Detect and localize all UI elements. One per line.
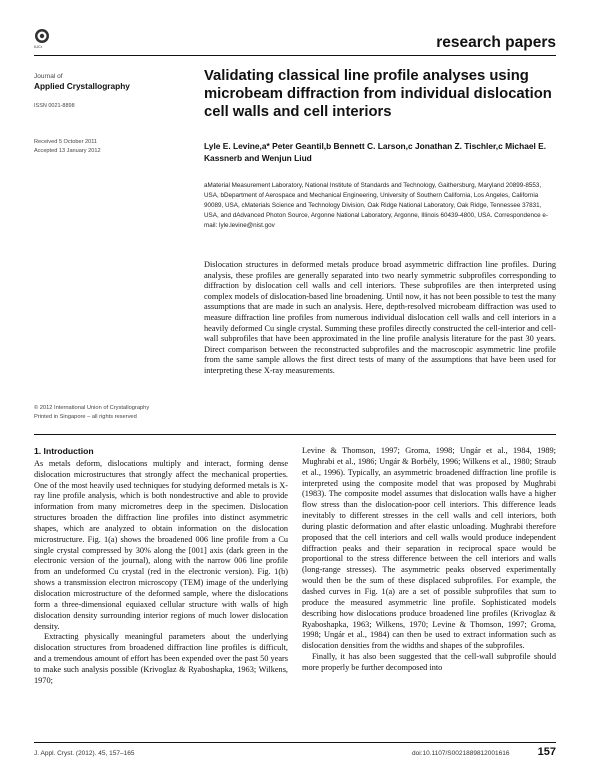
iucr-logo-icon (34, 28, 50, 44)
copyright-line: © 2012 International Union of Crystallography (34, 405, 150, 411)
printed-in-line: Printed in Singapore – all rights reserved (34, 413, 137, 420)
logo-caption: IUCr (34, 44, 43, 49)
page-number: 157 (537, 746, 556, 758)
paragraph: As metals deform, dislocations multiply and interact, forming dense dislocation microstructures that strongly affect the mechanical properties. One of the most heavily used techniques for studying deformed metals is X-ray line profile analysis, which is both nondestructive and able to provide information from many micrometres deep in the specimen. Dislocation structures broaden the diffraction line profiles into distinct asymmetric shapes, which are analyzed to obtain information on the dislocation microstructure. Fig. 1(a) shows the broadened 006 line profile from a Cu single crystal compressed by 30% along the [001] axis (dark green in the electronic version of the journal), along with the narrow 006 line profile from an undeformed Cu crystal (red in the electronic version). Fig. 1(b) shows a transmission electron microscopy (TEM) image of the underlying dislocation microstructure of the deformed sample, where the dislocations form a three-dimensional equiaxed cellular structure with walls of high dislocation density surrounding interior regions of much lower dislocation density. (34, 458, 288, 631)
doi: doi:10.1107/S0021889812001616 (412, 750, 510, 757)
footer-rule (34, 742, 556, 743)
abstract: Dislocation structures in deformed metals produce broad asymmetric diffraction line profiles. During analysis, these profiles are generally separated into two nearly symmetric subprofiles corresponding to diffraction by dislocation cell walls and cell interiors. These subprofiles are then interpreted using complex models of dislocation-based line broadening. Until now, it has not been possible to test the many assumptions that are made in such an analysis. Here, depth-resolved microbeam diffraction was used to measure diffraction line profiles from numerous individual dislocation cell walls and cell interiors in a heavily deformed Cu single crystal. Summing these profiles directly constructed the cell-interior and cell-wall subprofiles that have been approximated in the line profile analysis literature for the past 30 years. Direct comparison between the reconstructed subprofiles and the macroscopic asymmetric line profile from the same sample allows the first direct tests of many of the assumptions that have been used for interpreting these X-ray measurements. (204, 260, 556, 375)
journal-citation: J. Appl. Cryst. (2012). 45, 157–165 (34, 750, 135, 757)
affiliations: aMaterial Measurement Laboratory, National Institute of Standards and Technology, Gaithersburg, Maryland 20899-8553, USA, bDepartment of Aerospace and Mechanical Engineering, University of Southern California, Los Angeles, California 90089, USA, cMaterials Science and Technology Division, Oak Ridge National Laboratory, Oak Ridge, Tennessee 37831, USA, and dAdvanced Photon Source, Argonne National Laboratory, Argonne, Illinois 60439-4800, USA. Correspondence e-mail: lyle.levine@nist.gov (204, 182, 548, 229)
header-rule (34, 55, 556, 56)
left-column (34, 446, 288, 687)
accepted-date: Accepted 13 January 2012 (34, 147, 101, 154)
copyright-notice (34, 404, 149, 421)
issn: ISSN 0021-8898 (34, 103, 75, 109)
section-heading-introduction: 1. Introduction (34, 446, 94, 456)
received-date: Received 5 October 2011 (34, 139, 98, 145)
abstract-rule (34, 434, 556, 435)
paragraph: Levine & Thomson, 1997; Groma, 1998; Ungár et al., 1984, 1989; Mughrabi et al., 1986; Ungár & Borbély, 1996; Wilkens et al., 1980; Straub et al., 1996). Typically, an asymmetric broadened diffraction line profile is interpreted using the composite model that was proposed by Mughrabi (1983). The composite model assumes that dislocation walls have a higher flow stress than the dislocation-poor cell interiors. This difference leads inevitably to different stresses in the cell walls and cell interiors, both during plastic deformation and after elastic unloading. Mughrabi therefore proposed that the cell interiors and cell walls would produce independent diffraction peaks and their separation in reciprocal space would be proportional to the stress difference between the cell interiors and walls (long-range stresses). The asymmetric peaks observed experimentally would then be the sum of these displaced subprofiles. For example, the dashed curves in Fig. 1(a) are a set of possible subprofiles that sum to produce the measured asymmetric line profile. Sophisticated models describing how dislocations produce broadened line profiles (Krivoglaz & Ryaboshapka, 1963; Wilkens, 1970; Levine & Thomson, 1997; Groma, 1998; Ungár et al., 1984) can then be used to extract information such as dislocation densities from the widths and shapes of the subprofiles. (302, 446, 556, 651)
paragraph: Extracting physically meaningful parameters about the underlying dislocation structures from broadened diffraction line profiles is difficult, and a tremendous amount of effort has been expended over the past 50 years to make such analysis possible (Krivoglaz & Ryaboshapka, 1963; Wilkens, 1970; (34, 632, 288, 685)
right-column (302, 446, 556, 674)
journal-label: Journal of (34, 73, 63, 80)
section-heading: research papers (436, 34, 556, 51)
paragraph: Finally, it has also been suggested that the cell-wall subprofile should more properly be further decomposed into (302, 652, 556, 672)
author-list: Lyle E. Levine,a* Peter Geantil,b Bennett C. Larson,c Jonathan Z. Tischler,c Michael E. Kassnerb and Wenjun Liud (204, 141, 547, 163)
article-dates (34, 138, 101, 155)
journal-name: Applied Crystallography (34, 81, 130, 91)
article-title: Validating classical line profile analyses using microbeam diffraction from individual dislocation cell walls and cell interiors (204, 68, 552, 120)
